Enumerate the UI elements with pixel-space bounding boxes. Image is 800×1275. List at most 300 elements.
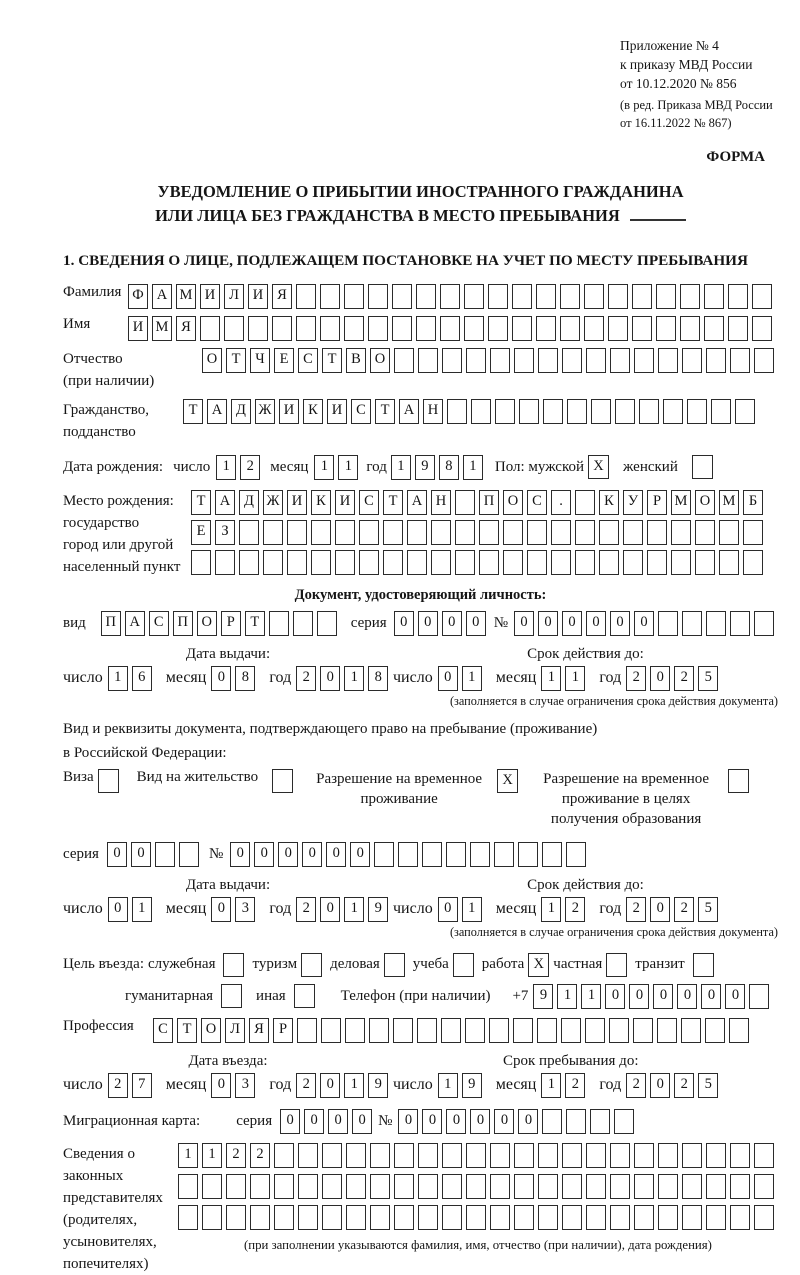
- char-cell[interactable]: 0: [326, 842, 346, 867]
- char-cell[interactable]: 2: [626, 666, 646, 691]
- identity-valid-year[interactable]: [626, 666, 722, 691]
- char-cell[interactable]: [490, 1143, 510, 1168]
- char-cell[interactable]: [538, 348, 558, 373]
- char-cell[interactable]: [471, 399, 491, 424]
- char-cell[interactable]: [335, 550, 355, 575]
- char-cell[interactable]: [418, 348, 438, 373]
- surname-cells[interactable]: [128, 284, 776, 309]
- char-cell[interactable]: [298, 1143, 318, 1168]
- char-cell[interactable]: М: [176, 284, 196, 309]
- char-cell[interactable]: [394, 1205, 414, 1230]
- char-cell[interactable]: [586, 348, 606, 373]
- char-cell[interactable]: И: [128, 316, 148, 341]
- identity-valid-month[interactable]: [541, 666, 589, 691]
- char-cell[interactable]: [370, 1143, 390, 1168]
- char-cell[interactable]: [680, 284, 700, 309]
- char-cell[interactable]: [682, 1174, 702, 1199]
- char-cell[interactable]: 0: [422, 1109, 442, 1134]
- char-cell[interactable]: 0: [302, 842, 322, 867]
- char-cell[interactable]: П: [173, 611, 193, 636]
- stay-year[interactable]: [626, 1073, 722, 1098]
- char-cell[interactable]: 0: [701, 984, 721, 1009]
- char-cell[interactable]: [706, 1174, 726, 1199]
- char-cell[interactable]: О: [202, 348, 222, 373]
- birth-day-cells[interactable]: [216, 455, 264, 480]
- char-cell[interactable]: Т: [177, 1018, 197, 1043]
- char-cell[interactable]: [538, 1174, 558, 1199]
- char-cell[interactable]: 2: [108, 1073, 128, 1098]
- char-cell[interactable]: [464, 316, 484, 341]
- char-cell[interactable]: 1: [391, 455, 411, 480]
- char-cell[interactable]: Ж: [255, 399, 275, 424]
- residence-valid-day[interactable]: [438, 897, 486, 922]
- char-cell[interactable]: 0: [328, 1109, 348, 1134]
- char-cell[interactable]: [575, 550, 595, 575]
- char-cell[interactable]: [518, 842, 538, 867]
- char-cell[interactable]: [560, 284, 580, 309]
- char-cell[interactable]: А: [207, 399, 227, 424]
- char-cell[interactable]: 1: [463, 455, 483, 480]
- char-cell[interactable]: [263, 520, 283, 545]
- char-cell[interactable]: 3: [235, 1073, 255, 1098]
- char-cell[interactable]: [538, 1143, 558, 1168]
- char-cell[interactable]: О: [695, 490, 715, 515]
- char-cell[interactable]: [344, 316, 364, 341]
- char-cell[interactable]: 2: [226, 1143, 246, 1168]
- char-cell[interactable]: 5: [698, 1073, 718, 1098]
- purpose-business-checkbox[interactable]: [384, 953, 405, 977]
- char-cell[interactable]: [543, 399, 563, 424]
- char-cell[interactable]: [345, 1018, 365, 1043]
- char-cell[interactable]: 0: [466, 611, 486, 636]
- char-cell[interactable]: 2: [250, 1143, 270, 1168]
- char-cell[interactable]: [394, 348, 414, 373]
- char-cell[interactable]: 9: [415, 455, 435, 480]
- char-cell[interactable]: 0: [586, 611, 606, 636]
- char-cell[interactable]: [608, 284, 628, 309]
- char-cell[interactable]: М: [152, 316, 172, 341]
- char-cell[interactable]: [706, 611, 726, 636]
- char-cell[interactable]: [442, 1174, 462, 1199]
- char-cell[interactable]: [560, 316, 580, 341]
- char-cell[interactable]: [682, 611, 702, 636]
- char-cell[interactable]: 1: [344, 897, 364, 922]
- char-cell[interactable]: [394, 1143, 414, 1168]
- char-cell[interactable]: [293, 611, 313, 636]
- char-cell[interactable]: [632, 284, 652, 309]
- char-cell[interactable]: [250, 1205, 270, 1230]
- char-cell[interactable]: 0: [211, 666, 231, 691]
- char-cell[interactable]: [537, 1018, 557, 1043]
- identity-issue-month[interactable]: [211, 666, 259, 691]
- char-cell[interactable]: [250, 1174, 270, 1199]
- char-cell[interactable]: [514, 348, 534, 373]
- char-cell[interactable]: [490, 348, 510, 373]
- char-cell[interactable]: [682, 348, 702, 373]
- char-cell[interactable]: [729, 1018, 749, 1043]
- char-cell[interactable]: Е: [274, 348, 294, 373]
- char-cell[interactable]: [215, 550, 235, 575]
- char-cell[interactable]: [633, 1018, 653, 1043]
- char-cell[interactable]: 0: [538, 611, 558, 636]
- char-cell[interactable]: [671, 520, 691, 545]
- char-cell[interactable]: [359, 550, 379, 575]
- char-cell[interactable]: [513, 1018, 533, 1043]
- char-cell[interactable]: [446, 842, 466, 867]
- char-cell[interactable]: Я: [272, 284, 292, 309]
- char-cell[interactable]: [599, 550, 619, 575]
- char-cell[interactable]: А: [407, 490, 427, 515]
- char-cell[interactable]: 2: [296, 666, 316, 691]
- char-cell[interactable]: 2: [674, 1073, 694, 1098]
- char-cell[interactable]: 0: [320, 666, 340, 691]
- char-cell[interactable]: [287, 550, 307, 575]
- char-cell[interactable]: [514, 1143, 534, 1168]
- char-cell[interactable]: [514, 1205, 534, 1230]
- char-cell[interactable]: [317, 611, 337, 636]
- char-cell[interactable]: [682, 1143, 702, 1168]
- char-cell[interactable]: [407, 520, 427, 545]
- char-cell[interactable]: [658, 611, 678, 636]
- entry-month[interactable]: [211, 1073, 259, 1098]
- char-cell[interactable]: 0: [438, 666, 458, 691]
- char-cell[interactable]: [562, 1143, 582, 1168]
- char-cell[interactable]: [562, 1205, 582, 1230]
- char-cell[interactable]: [551, 520, 571, 545]
- char-cell[interactable]: [335, 520, 355, 545]
- char-cell[interactable]: 1: [438, 1073, 458, 1098]
- char-cell[interactable]: [610, 1174, 630, 1199]
- char-cell[interactable]: [743, 550, 763, 575]
- char-cell[interactable]: [466, 1174, 486, 1199]
- char-cell[interactable]: 0: [254, 842, 274, 867]
- char-cell[interactable]: [322, 1205, 342, 1230]
- char-cell[interactable]: [610, 1205, 630, 1230]
- char-cell[interactable]: [704, 284, 724, 309]
- purpose-tourism-checkbox[interactable]: [301, 953, 322, 977]
- char-cell[interactable]: 0: [725, 984, 745, 1009]
- char-cell[interactable]: .: [551, 490, 571, 515]
- char-cell[interactable]: 0: [304, 1109, 324, 1134]
- char-cell[interactable]: [658, 1174, 678, 1199]
- char-cell[interactable]: 1: [108, 666, 128, 691]
- char-cell[interactable]: 0: [650, 897, 670, 922]
- char-cell[interactable]: [591, 399, 611, 424]
- char-cell[interactable]: [658, 348, 678, 373]
- char-cell[interactable]: [538, 1205, 558, 1230]
- char-cell[interactable]: 1: [557, 984, 577, 1009]
- char-cell[interactable]: [586, 1174, 606, 1199]
- char-cell[interactable]: [320, 284, 340, 309]
- residence-valid-month[interactable]: [541, 897, 589, 922]
- char-cell[interactable]: В: [346, 348, 366, 373]
- char-cell[interactable]: 0: [470, 1109, 490, 1134]
- char-cell[interactable]: [394, 1174, 414, 1199]
- char-cell[interactable]: [527, 520, 547, 545]
- education-residence-checkbox[interactable]: [728, 769, 749, 793]
- char-cell[interactable]: 0: [352, 1109, 372, 1134]
- char-cell[interactable]: [614, 1109, 634, 1134]
- entry-year[interactable]: [296, 1073, 392, 1098]
- stay-month[interactable]: [541, 1073, 589, 1098]
- char-cell[interactable]: [191, 550, 211, 575]
- char-cell[interactable]: [393, 1018, 413, 1043]
- char-cell[interactable]: [321, 1018, 341, 1043]
- char-cell[interactable]: А: [399, 399, 419, 424]
- char-cell[interactable]: [272, 316, 292, 341]
- char-cell[interactable]: [566, 1109, 586, 1134]
- char-cell[interactable]: [567, 399, 587, 424]
- char-cell[interactable]: Ж: [263, 490, 283, 515]
- char-cell[interactable]: [730, 1205, 750, 1230]
- char-cell[interactable]: [719, 550, 739, 575]
- char-cell[interactable]: [431, 520, 451, 545]
- char-cell[interactable]: [634, 1143, 654, 1168]
- char-cell[interactable]: [416, 284, 436, 309]
- char-cell[interactable]: [561, 1018, 581, 1043]
- char-cell[interactable]: [179, 842, 199, 867]
- purpose-humanitarian-checkbox[interactable]: [221, 984, 242, 1008]
- char-cell[interactable]: 2: [626, 1073, 646, 1098]
- char-cell[interactable]: Д: [231, 399, 251, 424]
- char-cell[interactable]: [416, 316, 436, 341]
- phone-cells[interactable]: [533, 984, 773, 1009]
- char-cell[interactable]: [298, 1174, 318, 1199]
- migration-number-cells[interactable]: [398, 1109, 638, 1134]
- char-cell[interactable]: С: [351, 399, 371, 424]
- char-cell[interactable]: [455, 550, 475, 575]
- char-cell[interactable]: 0: [211, 897, 231, 922]
- char-cell[interactable]: [320, 316, 340, 341]
- given-name-cells[interactable]: [128, 316, 776, 341]
- char-cell[interactable]: [202, 1205, 222, 1230]
- char-cell[interactable]: А: [152, 284, 172, 309]
- char-cell[interactable]: 1: [216, 455, 236, 480]
- char-cell[interactable]: 0: [677, 984, 697, 1009]
- char-cell[interactable]: [200, 316, 220, 341]
- char-cell[interactable]: Т: [226, 348, 246, 373]
- char-cell[interactable]: 0: [108, 897, 128, 922]
- char-cell[interactable]: [634, 1174, 654, 1199]
- char-cell[interactable]: И: [279, 399, 299, 424]
- char-cell[interactable]: [632, 316, 652, 341]
- char-cell[interactable]: И: [327, 399, 347, 424]
- char-cell[interactable]: [519, 399, 539, 424]
- char-cell[interactable]: О: [503, 490, 523, 515]
- char-cell[interactable]: 2: [565, 1073, 585, 1098]
- char-cell[interactable]: 0: [320, 1073, 340, 1098]
- char-cell[interactable]: И: [335, 490, 355, 515]
- char-cell[interactable]: [431, 550, 451, 575]
- char-cell[interactable]: [682, 1205, 702, 1230]
- residence-number-cells[interactable]: [230, 842, 590, 867]
- char-cell[interactable]: [536, 316, 556, 341]
- residence-valid-year[interactable]: [626, 897, 722, 922]
- char-cell[interactable]: С: [359, 490, 379, 515]
- char-cell[interactable]: [512, 316, 532, 341]
- char-cell[interactable]: [479, 550, 499, 575]
- char-cell[interactable]: [422, 842, 442, 867]
- char-cell[interactable]: [752, 316, 772, 341]
- char-cell[interactable]: [730, 348, 750, 373]
- char-cell[interactable]: З: [215, 520, 235, 545]
- char-cell[interactable]: [374, 842, 394, 867]
- char-cell[interactable]: Т: [191, 490, 211, 515]
- char-cell[interactable]: Я: [249, 1018, 269, 1043]
- char-cell[interactable]: 0: [107, 842, 127, 867]
- char-cell[interactable]: [263, 550, 283, 575]
- char-cell[interactable]: 2: [626, 897, 646, 922]
- char-cell[interactable]: П: [101, 611, 121, 636]
- char-cell[interactable]: Б: [743, 490, 763, 515]
- char-cell[interactable]: [344, 284, 364, 309]
- char-cell[interactable]: [442, 1205, 462, 1230]
- char-cell[interactable]: М: [719, 490, 739, 515]
- char-cell[interactable]: [711, 399, 731, 424]
- profession-cells[interactable]: [153, 1018, 753, 1043]
- char-cell[interactable]: [575, 520, 595, 545]
- char-cell[interactable]: [269, 611, 289, 636]
- char-cell[interactable]: [562, 1174, 582, 1199]
- char-cell[interactable]: Т: [383, 490, 403, 515]
- purpose-other-checkbox[interactable]: [294, 984, 315, 1008]
- char-cell[interactable]: 1: [314, 455, 334, 480]
- char-cell[interactable]: 9: [462, 1073, 482, 1098]
- char-cell[interactable]: [730, 611, 750, 636]
- char-cell[interactable]: 1: [132, 897, 152, 922]
- purpose-transit-checkbox[interactable]: [693, 953, 714, 977]
- char-cell[interactable]: [680, 316, 700, 341]
- temporary-residence-checkbox[interactable]: X: [497, 769, 518, 793]
- char-cell[interactable]: [368, 316, 388, 341]
- char-cell[interactable]: 1: [202, 1143, 222, 1168]
- char-cell[interactable]: Т: [245, 611, 265, 636]
- char-cell[interactable]: 0: [442, 611, 462, 636]
- char-cell[interactable]: [754, 1205, 774, 1230]
- char-cell[interactable]: [298, 1205, 318, 1230]
- char-cell[interactable]: [287, 520, 307, 545]
- char-cell[interactable]: 2: [674, 666, 694, 691]
- char-cell[interactable]: [754, 611, 774, 636]
- char-cell[interactable]: [634, 1205, 654, 1230]
- birth-month-cells[interactable]: [314, 455, 362, 480]
- char-cell[interactable]: 1: [541, 1073, 561, 1098]
- char-cell[interactable]: [657, 1018, 677, 1043]
- char-cell[interactable]: 0: [418, 611, 438, 636]
- char-cell[interactable]: [239, 550, 259, 575]
- char-cell[interactable]: [178, 1174, 198, 1199]
- char-cell[interactable]: [369, 1018, 389, 1043]
- char-cell[interactable]: [705, 1018, 725, 1043]
- char-cell[interactable]: С: [149, 611, 169, 636]
- char-cell[interactable]: 9: [368, 1073, 388, 1098]
- char-cell[interactable]: [639, 399, 659, 424]
- doc-kind-cells[interactable]: [101, 611, 341, 636]
- char-cell[interactable]: [296, 284, 316, 309]
- purpose-work-checkbox[interactable]: X: [528, 953, 549, 977]
- char-cell[interactable]: [442, 348, 462, 373]
- char-cell[interactable]: [370, 1174, 390, 1199]
- char-cell[interactable]: 0: [629, 984, 649, 1009]
- char-cell[interactable]: 0: [653, 984, 673, 1009]
- char-cell[interactable]: Т: [322, 348, 342, 373]
- char-cell[interactable]: [346, 1205, 366, 1230]
- char-cell[interactable]: 8: [368, 666, 388, 691]
- char-cell[interactable]: 1: [344, 1073, 364, 1098]
- char-cell[interactable]: 0: [230, 842, 250, 867]
- char-cell[interactable]: [706, 1143, 726, 1168]
- char-cell[interactable]: [322, 1174, 342, 1199]
- char-cell[interactable]: [226, 1205, 246, 1230]
- char-cell[interactable]: [178, 1205, 198, 1230]
- purpose-study-checkbox[interactable]: [453, 953, 474, 977]
- char-cell[interactable]: [575, 490, 595, 515]
- char-cell[interactable]: [226, 1174, 246, 1199]
- char-cell[interactable]: 2: [674, 897, 694, 922]
- identity-valid-day[interactable]: [438, 666, 486, 691]
- birth-place-line2-cells[interactable]: [191, 520, 767, 545]
- char-cell[interactable]: [495, 399, 515, 424]
- residence-permit-checkbox[interactable]: [272, 769, 293, 793]
- char-cell[interactable]: [470, 842, 490, 867]
- char-cell[interactable]: 1: [541, 666, 561, 691]
- char-cell[interactable]: Н: [431, 490, 451, 515]
- residence-issue-month[interactable]: [211, 897, 259, 922]
- char-cell[interactable]: 7: [132, 1073, 152, 1098]
- char-cell[interactable]: [274, 1174, 294, 1199]
- char-cell[interactable]: [656, 284, 676, 309]
- char-cell[interactable]: 0: [494, 1109, 514, 1134]
- char-cell[interactable]: [586, 1143, 606, 1168]
- char-cell[interactable]: 0: [610, 611, 630, 636]
- char-cell[interactable]: [311, 550, 331, 575]
- char-cell[interactable]: 0: [650, 666, 670, 691]
- char-cell[interactable]: [719, 520, 739, 545]
- char-cell[interactable]: И: [200, 284, 220, 309]
- char-cell[interactable]: [441, 1018, 461, 1043]
- stay-day[interactable]: [438, 1073, 486, 1098]
- char-cell[interactable]: А: [215, 490, 235, 515]
- char-cell[interactable]: С: [298, 348, 318, 373]
- char-cell[interactable]: [514, 1174, 534, 1199]
- char-cell[interactable]: Е: [191, 520, 211, 545]
- char-cell[interactable]: [527, 550, 547, 575]
- char-cell[interactable]: [418, 1143, 438, 1168]
- char-cell[interactable]: [442, 1143, 462, 1168]
- char-cell[interactable]: 0: [398, 1109, 418, 1134]
- char-cell[interactable]: [695, 550, 715, 575]
- char-cell[interactable]: [706, 348, 726, 373]
- char-cell[interactable]: Д: [239, 490, 259, 515]
- char-cell[interactable]: М: [671, 490, 691, 515]
- char-cell[interactable]: [466, 1143, 486, 1168]
- char-cell[interactable]: [494, 842, 514, 867]
- birth-place-line1-cells[interactable]: [191, 490, 767, 515]
- representatives-line1-cells[interactable]: [178, 1143, 778, 1168]
- char-cell[interactable]: [586, 1205, 606, 1230]
- char-cell[interactable]: [455, 520, 475, 545]
- char-cell[interactable]: [155, 842, 175, 867]
- char-cell[interactable]: [585, 1018, 605, 1043]
- char-cell[interactable]: [590, 1109, 610, 1134]
- birth-year-cells[interactable]: [391, 455, 487, 480]
- char-cell[interactable]: [488, 316, 508, 341]
- char-cell[interactable]: [706, 1205, 726, 1230]
- char-cell[interactable]: [754, 348, 774, 373]
- char-cell[interactable]: [370, 1205, 390, 1230]
- char-cell[interactable]: 0: [605, 984, 625, 1009]
- char-cell[interactable]: 2: [296, 1073, 316, 1098]
